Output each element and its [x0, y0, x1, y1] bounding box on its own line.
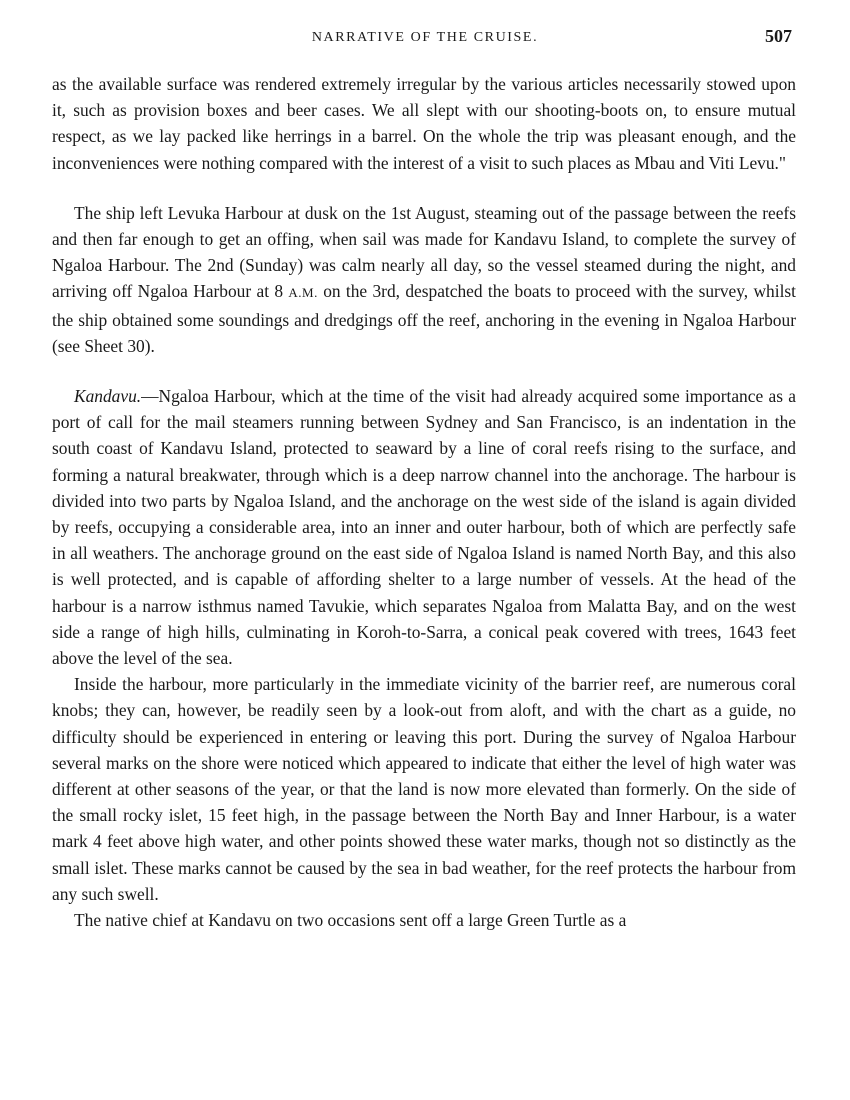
time-abbreviation: A.M. [288, 285, 318, 301]
paragraph-harbour-interior: Inside the harbour, more particularly in the immediate vicinity of the barrier reef, are numerous coral knobs; they can, however, be readily seen by a look-out from aloft, and with the chart as a guide, no difficulty should be experienced in entering or leaving this port. During the survey of Ngaloa Harbour several marks on the shore were noticed which appeared to indicate that either the level of high water was different at other seasons of the year, or that the land is now more elevated than formerly. On the side of the small rocky islet, 15 feet high, in the passage between the North Bay and Inner Harbour, is a water mark 4 feet above high water, and other points showed these water marks, though not so distinctly as the small islet. These marks cannot be caused by the sea in bad weather, for the reef protects the harbour from any such swell. [52, 674, 796, 904]
section-sidehead: Kandavu. [74, 386, 142, 407]
paragraph-continuation: as the available surface was rendered extremely irregular by the various articles necessarily stowed upon it, such as provision boxes and beer cases. We all slept with our shooting-boots on, to ensure mutual respect, as we lay packed like herrings in a barrel. On the whole the trip was pleasant enough, and the inconveniences were nothing compared with the interest of a visit to such places as Mbau and Viti Levu." [52, 74, 796, 173]
paragraph-ship-departure [52, 200, 796, 359]
running-title: NARRATIVE OF THE CRUISE. [311, 30, 539, 45]
body-text [52, 71, 796, 933]
paragraph-kandavu [52, 383, 796, 671]
paragraph-native-chief: The native chief at Kandavu on two occasions sent off a large Green Turtle as a [74, 910, 627, 931]
paragraph-text: on the 3rd, despatched the boats to proceed with the survey, whilst the ship obtained some soundings and dredgings off the reef, anchoring in the evening in Ngaloa Harbour (see Sheet 30). [52, 281, 797, 356]
paragraph-text: —Ngaloa Harbour, which at the time of the visit had already acquired some importance as a port of call for the mail steamers running between Sydney and San Francisco, is an indentation in the south coast of Kandavu Island, protected to seaward by a line of coral reefs rising to the surface, and forming a natural breakwater, through which is a deep narrow channel into the anchorage. The harbour is divided into two parts by Ngaloa Island, and the anchorage on the west side of the island is again divided by reefs, occupying a considerable area, into an inner and outer harbour, both of which are perfectly safe in all weathers. The anchorage ground on the east side of Ngaloa Island is named North Bay, and this also is well protected, and is capable of affording shelter to a large number of vessels. At the head of the harbour is a narrow isthmus named Tavukie, which separates Ngaloa from Malatta Bay, and on the west side a range of high hills, culminating in Koroh-to-Sarra, a conical peak covered with trees, 1643 feet above the level of the sea. [52, 386, 796, 669]
paragraph-text: The ship left Levuka Harbour at dusk on the 1st August, steaming out of the passage between the reefs and then far enough to get an offing, when sail was made for Kandavu Island, to complete the survey of Ngaloa Harbour. The 2nd (Sunday) was calm nearly all day, so the vessel steamed during the night, and arriving off Ngaloa Harbour at 8 [52, 202, 796, 302]
page-number: 507 [765, 26, 792, 46]
running-head [52, 26, 798, 52]
